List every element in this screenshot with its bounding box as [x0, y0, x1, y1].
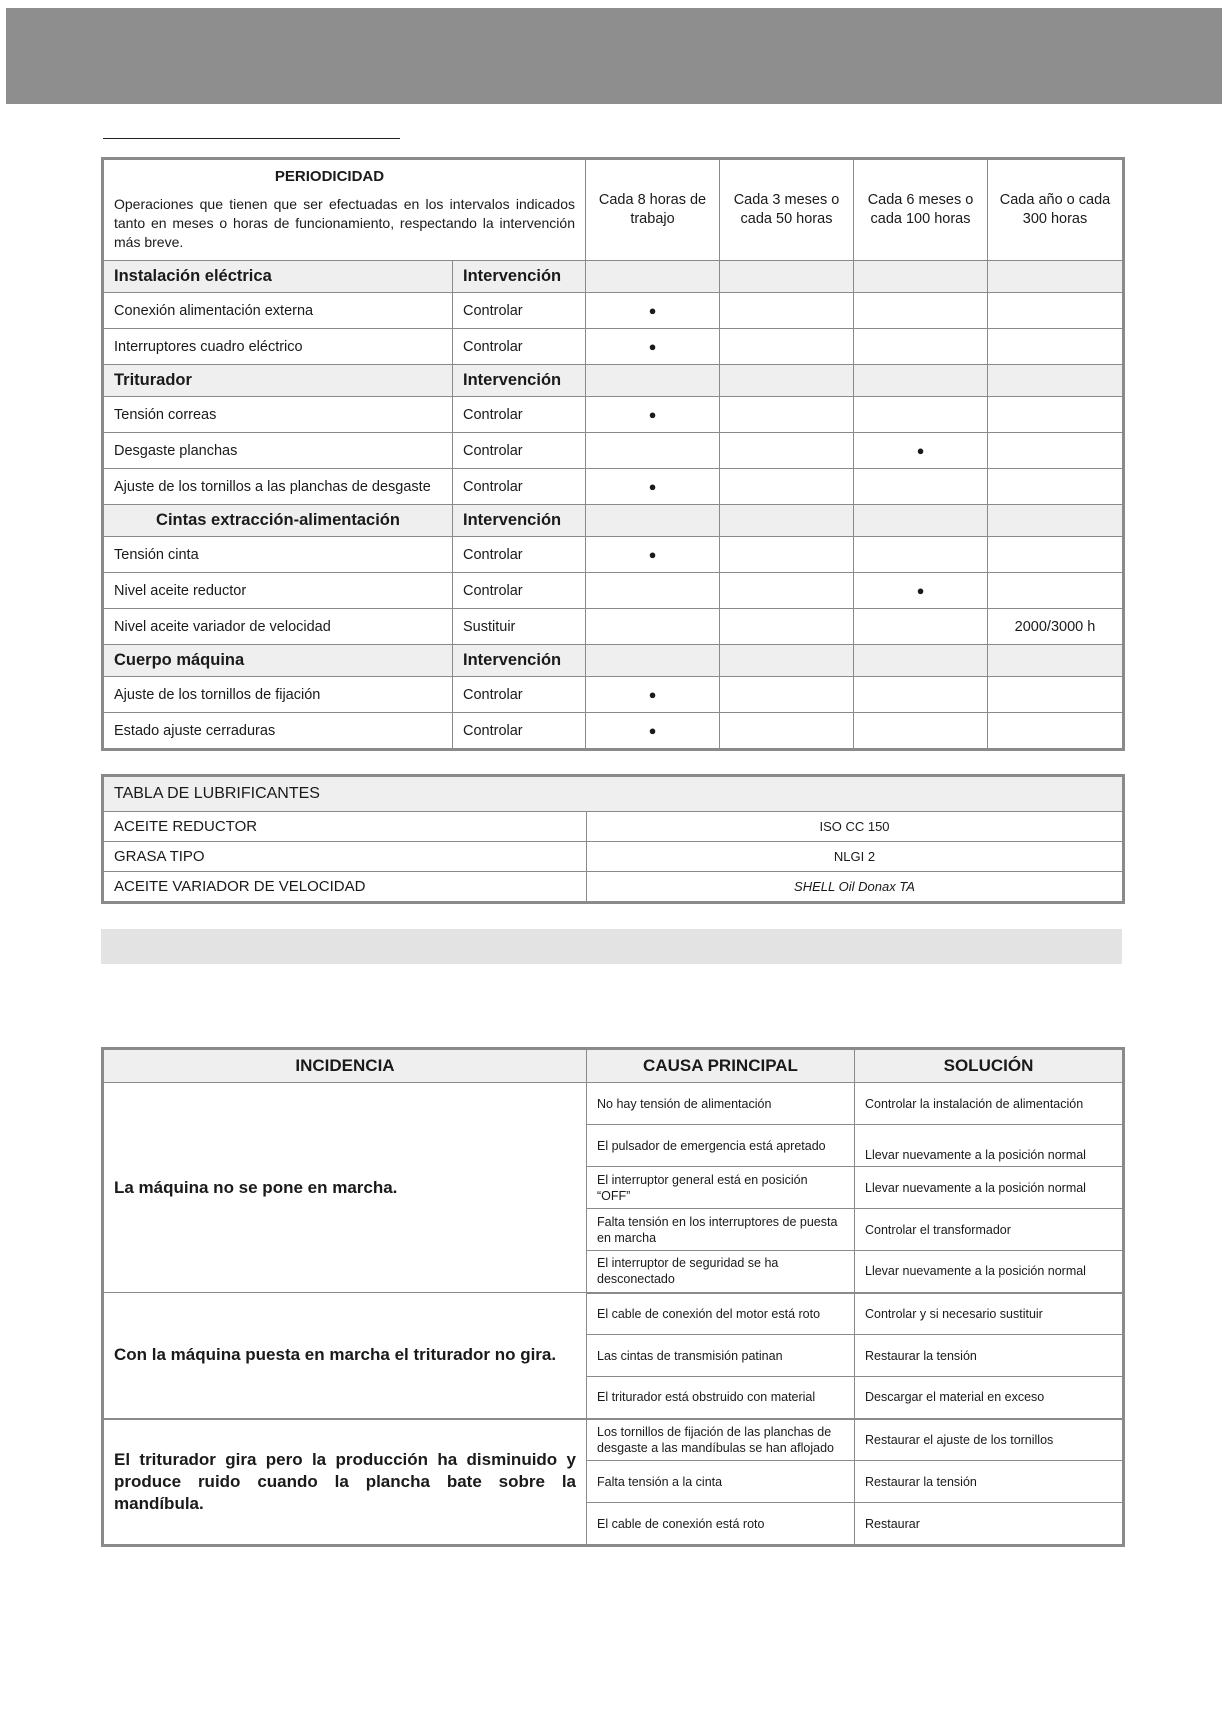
schedule-mark — [720, 537, 854, 573]
lubricant-name: ACEITE VARIADOR DE VELOCIDAD — [104, 872, 587, 902]
schedule-mark — [720, 713, 854, 749]
section-band — [101, 929, 1122, 964]
solution-text: Llevar nuevamente a la posición normal — [855, 1251, 1123, 1293]
schedule-mark — [854, 469, 988, 505]
solution-text: Controlar la instalación de alimentación — [855, 1083, 1123, 1125]
troubleshooting-row — [104, 1419, 1123, 1461]
maintenance-row — [104, 293, 1123, 329]
lubricant-value: SHELL Oil Donax TA — [587, 872, 1123, 902]
section-intervention-label: Intervención — [453, 261, 586, 293]
incidence-text: El triturador gira pero la producción ha disminuido y produce ruido cuando la plancha bate sobre la mandíbula. — [104, 1419, 587, 1545]
schedule-mark — [988, 469, 1123, 505]
schedule-mark — [988, 397, 1123, 433]
periodicidad-cell — [104, 160, 586, 261]
solution-text: Descargar el material en exceso — [855, 1377, 1123, 1419]
solution-text: Controlar el transformador — [855, 1209, 1123, 1251]
schedule-mark — [988, 293, 1123, 329]
maintenance-action: Controlar — [453, 293, 586, 329]
schedule-mark — [854, 609, 988, 645]
maintenance-action: Sustituir — [453, 609, 586, 645]
maintenance-item: Ajuste de los tornillos de fijación — [104, 677, 453, 713]
schedule-interval: 2000/3000 h — [988, 609, 1123, 645]
section-title: Triturador — [104, 365, 453, 397]
schedule-mark — [988, 713, 1123, 749]
maintenance-row — [104, 537, 1123, 573]
schedule-mark — [720, 397, 854, 433]
schedule-mark: ● — [586, 397, 720, 433]
maintenance-item: Interruptores cuadro eléctrico — [104, 329, 453, 365]
schedule-mark — [720, 609, 854, 645]
cause-text: El pulsador de emergencia está apretado — [587, 1125, 855, 1167]
schedule-mark — [586, 609, 720, 645]
maintenance-item: Conexión alimentación externa — [104, 293, 453, 329]
solution-text: Restaurar — [855, 1503, 1123, 1545]
schedule-mark: ● — [586, 677, 720, 713]
solution-header: SOLUCIÓN — [855, 1050, 1123, 1083]
schedule-mark — [720, 677, 854, 713]
maintenance-item: Tensión cinta — [104, 537, 453, 573]
section-intervention-label: Intervención — [453, 505, 586, 537]
maintenance-action: Controlar — [453, 329, 586, 365]
lubricant-value: NLGI 2 — [587, 842, 1123, 872]
section-header-row — [104, 645, 1123, 677]
lubricant-row — [104, 842, 1123, 872]
maintenance-item: Tensión correas — [104, 397, 453, 433]
schedule-mark — [720, 469, 854, 505]
section-title: Cuerpo máquina — [104, 645, 453, 677]
lubricant-row — [104, 872, 1123, 902]
header-band — [6, 8, 1222, 104]
incidence-text: Con la máquina puesta en marcha el triturador no gira. — [104, 1293, 587, 1419]
schedule-mark: ● — [586, 713, 720, 749]
section-header-row — [104, 505, 1123, 537]
schedule-mark — [720, 293, 854, 329]
solution-text: Restaurar la tensión — [855, 1461, 1123, 1503]
maintenance-item: Desgaste planchas — [104, 433, 453, 469]
schedule-mark: ● — [586, 537, 720, 573]
schedule-mark: ● — [586, 293, 720, 329]
schedule-mark — [720, 433, 854, 469]
schedule-mark: ● — [854, 573, 988, 609]
lubricants-title: TABLA DE LUBRIFICANTES — [104, 777, 1123, 812]
schedule-mark — [854, 537, 988, 573]
lubricants-table — [103, 776, 1123, 902]
incidence-text: La máquina no se pone en marcha. — [104, 1083, 587, 1293]
section-intervention-label: Intervención — [453, 645, 586, 677]
lubricants-header-row — [104, 777, 1123, 812]
cause-text: El triturador está obstruido con material — [587, 1377, 855, 1419]
frequency-header: Cada 3 meses o cada 50 horas — [720, 160, 854, 261]
maintenance-action: Controlar — [453, 469, 586, 505]
maintenance-action: Controlar — [453, 713, 586, 749]
schedule-mark: ● — [586, 469, 720, 505]
maintenance-row — [104, 329, 1123, 365]
schedule-mark — [988, 433, 1123, 469]
schedule-mark — [854, 293, 988, 329]
section-title: Instalación eléctrica — [104, 261, 453, 293]
maintenance-row — [104, 397, 1123, 433]
lubricant-name: GRASA TIPO — [104, 842, 587, 872]
maintenance-action: Controlar — [453, 677, 586, 713]
section-header-row — [104, 261, 1123, 293]
troubleshooting-row — [104, 1293, 1123, 1335]
maintenance-item: Estado ajuste cerraduras — [104, 713, 453, 749]
schedule-mark — [988, 329, 1123, 365]
maintenance-action: Controlar — [453, 573, 586, 609]
maintenance-row — [104, 713, 1123, 749]
solution-text: Llevar nuevamente a la posición normal — [855, 1125, 1123, 1167]
cause-text: Las cintas de transmisión patinan — [587, 1335, 855, 1377]
cause-text: Falta tensión a la cinta — [587, 1461, 855, 1503]
maintenance-action: Controlar — [453, 433, 586, 469]
schedule-mark — [854, 677, 988, 713]
frequency-header: Cada 8 horas de trabajo — [586, 160, 720, 261]
schedule-mark — [854, 397, 988, 433]
troubleshooting-table — [103, 1049, 1123, 1545]
solution-text: Restaurar el ajuste de los tornillos — [855, 1419, 1123, 1461]
schedule-mark — [988, 537, 1123, 573]
maintenance-action: Controlar — [453, 537, 586, 573]
schedule-mark — [854, 329, 988, 365]
schedule-mark — [988, 677, 1123, 713]
troubleshooting-header-row — [104, 1050, 1123, 1083]
schedule-mark — [854, 713, 988, 749]
maintenance-item: Nivel aceite variador de velocidad — [104, 609, 453, 645]
maintenance-row — [104, 677, 1123, 713]
maintenance-row — [104, 573, 1123, 609]
incidence-header: INCIDENCIA — [104, 1050, 587, 1083]
maintenance-item: Nivel aceite reductor — [104, 573, 453, 609]
troubleshooting-row — [104, 1083, 1123, 1125]
maintenance-row — [104, 609, 1123, 645]
schedule-mark: ● — [586, 329, 720, 365]
solution-text: Controlar y si necesario sustituir — [855, 1293, 1123, 1335]
cause-text: El interruptor general está en posición “OFF” — [587, 1167, 855, 1209]
schedule-mark — [720, 573, 854, 609]
section-header-row — [104, 365, 1123, 397]
solution-text: Llevar nuevamente a la posición normal — [855, 1167, 1123, 1209]
lubricant-name: ACEITE REDUCTOR — [104, 812, 587, 842]
maintenance-row — [104, 433, 1123, 469]
schedule-mark — [988, 573, 1123, 609]
maintenance-header-row — [104, 160, 1123, 261]
maintenance-action: Controlar — [453, 397, 586, 433]
cause-text: Los tornillos de fijación de las planchas de desgaste a las mandíbulas se han aflojado — [587, 1419, 855, 1461]
schedule-mark: ● — [854, 433, 988, 469]
cause-text: No hay tensión de alimentación — [587, 1083, 855, 1125]
cause-header: CAUSA PRINCIPAL — [587, 1050, 855, 1083]
cause-text: El cable de conexión está roto — [587, 1503, 855, 1545]
cause-text: El interruptor de seguridad se ha desconectado — [587, 1251, 855, 1293]
maintenance-row — [104, 469, 1123, 505]
schedule-mark — [586, 433, 720, 469]
frequency-header: Cada año o cada 300 horas — [988, 160, 1123, 261]
header-rule — [103, 138, 400, 139]
section-intervention-label: Intervención — [453, 365, 586, 397]
cause-text: El cable de conexión del motor está roto — [587, 1293, 855, 1335]
schedule-mark — [586, 573, 720, 609]
cause-text: Falta tensión en los interruptores de puesta en marcha — [587, 1209, 855, 1251]
section-title: Cintas extracción-alimentación — [104, 505, 453, 537]
lubricant-value: ISO CC 150 — [587, 812, 1123, 842]
periodicidad-text: Operaciones que tienen que ser efectuadas en los intervalos indicados tanto en meses o horas de funcionamiento, respectando la intervención más breve. — [114, 196, 575, 250]
maintenance-table — [103, 159, 1123, 749]
periodicidad-title: PERIODICIDAD — [274, 168, 385, 185]
frequency-header: Cada 6 meses o cada 100 horas — [854, 160, 988, 261]
lubricant-row — [104, 812, 1123, 842]
solution-text: Restaurar la tensión — [855, 1335, 1123, 1377]
schedule-mark — [720, 329, 854, 365]
maintenance-item: Ajuste de los tornillos a las planchas de desgaste — [104, 469, 453, 505]
